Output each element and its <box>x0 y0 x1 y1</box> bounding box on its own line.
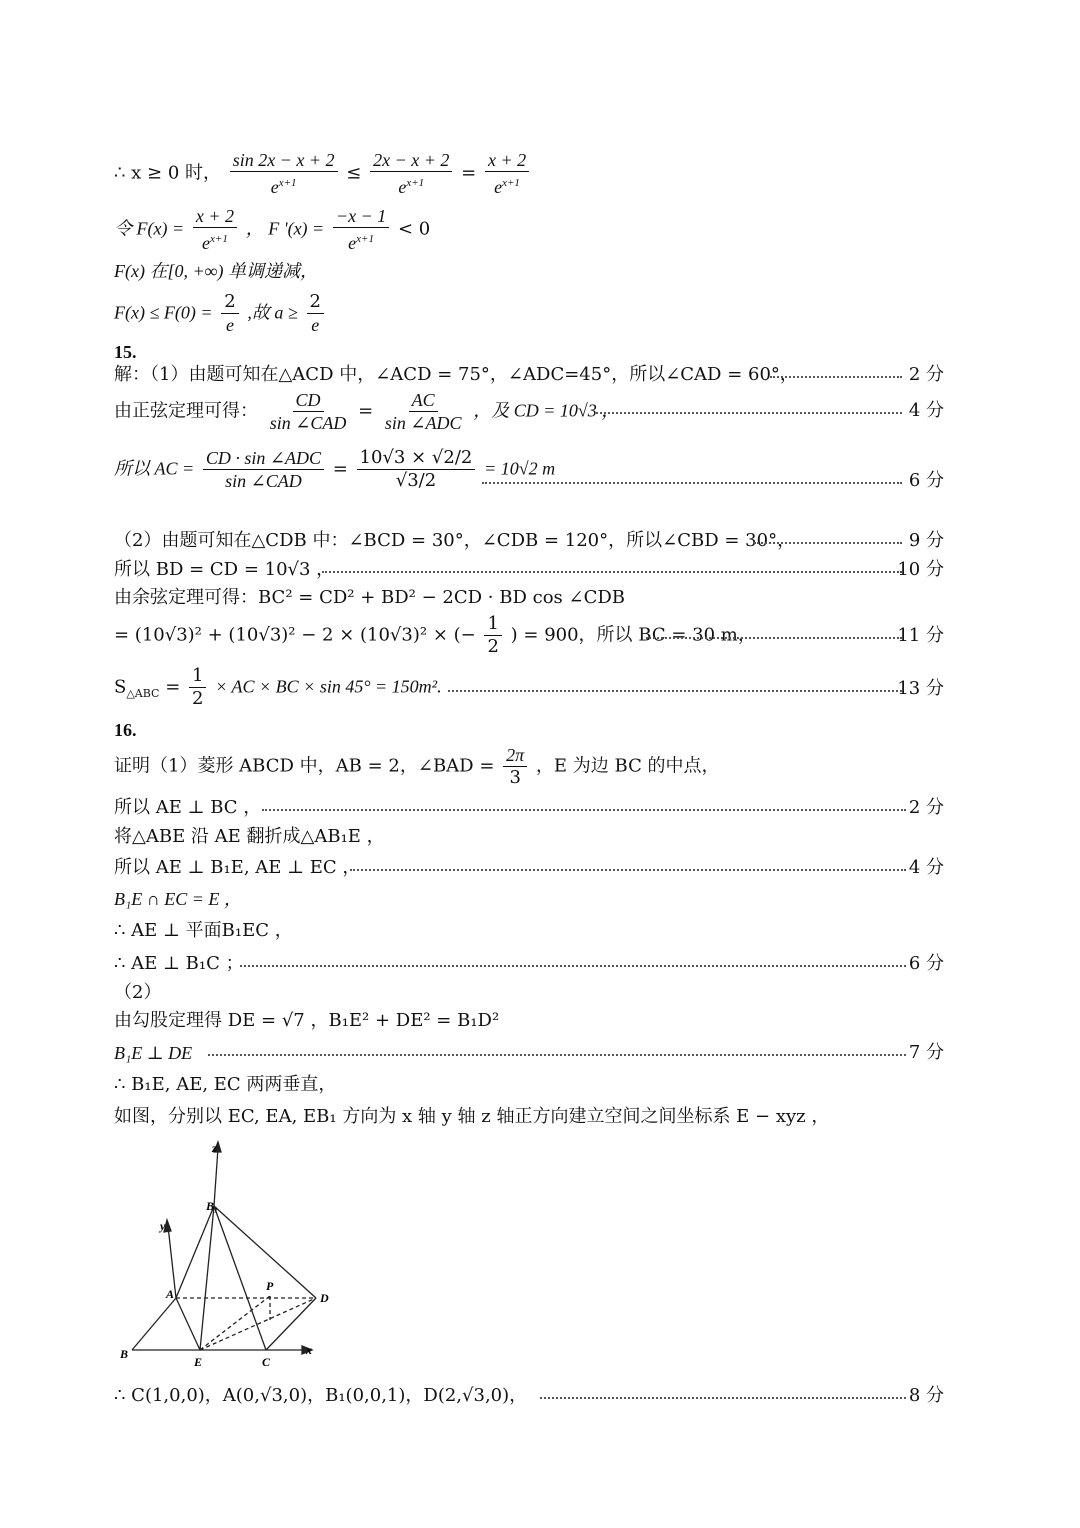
formula-line-4 <box>114 292 327 335</box>
solution-16-line-11: ∴ B₁E, AE, EC 两两垂直， <box>114 1074 337 1095</box>
solution-16-line-13: ∴ C(1,0,0)，A(0,√3,0)，B₁(0,0,1)，D(2,√3,0)， <box>114 1385 528 1406</box>
denominator <box>395 172 427 197</box>
solution-15-line-1: 解：（1）由题可知在△ACD 中，∠ACD = 75°，∠ADC=45°，所以∠CAD = 60°， <box>114 364 798 385</box>
fraction <box>230 150 338 197</box>
base: e <box>202 233 211 253</box>
fraction <box>370 150 452 197</box>
denominator: 2 <box>192 688 204 709</box>
fraction <box>193 206 237 253</box>
text: 由正弦定理可得： <box>114 400 258 422</box>
score: 8 分 <box>908 1385 944 1406</box>
solution-16-line-9: 由勾股定理得 DE = √7 ，B₁E² + DE² = B₁D² <box>114 1010 500 1031</box>
label-D: D <box>320 1291 329 1305</box>
exponent: x+1 <box>210 233 228 245</box>
label-A: A <box>166 1287 175 1301</box>
denominator: e <box>311 315 320 335</box>
question-number-16: 16. <box>114 720 137 740</box>
solution-15-line-4: （2）由题可知在△CDB 中：∠BCD = 30°，∠CDB = 120°，所以∠CBD = 30°， <box>114 530 796 551</box>
denominator: 3 <box>509 767 521 788</box>
formula-line-3: F(x) 在[0, +∞) 单调递减， <box>114 261 318 281</box>
text: 证明（1）菱形 ABCD 中，AB = 2，∠BAD = <box>114 755 495 777</box>
geometry-figure <box>110 1138 350 1378</box>
solution-16-line-5: B₁E ∩ EC = E ， <box>114 889 242 909</box>
relation: = <box>461 162 477 184</box>
z-axis <box>214 1148 218 1206</box>
text: F(x) ≤ F(0) = <box>114 302 213 323</box>
denominator <box>491 172 523 197</box>
exponent: x+1 <box>406 177 425 189</box>
text: ) = 900，所以 BC = 30 m， <box>510 624 756 646</box>
score: 10 分 <box>897 559 944 580</box>
denominator: sin ∠CAD <box>225 471 302 491</box>
base: e <box>348 233 357 253</box>
score: 9 分 <box>908 530 944 551</box>
edge-B1C <box>214 1206 266 1350</box>
numerator: x + 2 <box>193 206 237 228</box>
edge-AB1 <box>176 1206 214 1298</box>
numerator: 1 <box>189 666 206 688</box>
label-B1: B₁ <box>206 1199 219 1213</box>
numerator: 2x − x + 2 <box>370 150 452 172</box>
relation: = <box>332 458 348 480</box>
solution-16-line-4: 所以 AE ⊥ B₁E, AE ⊥ EC ， <box>114 857 361 878</box>
relation: = <box>165 676 181 698</box>
fraction <box>333 206 389 253</box>
score: 6 分 <box>908 470 944 491</box>
label-x: x <box>306 1343 312 1357</box>
solution-16-line-8: （2） <box>114 982 162 1003</box>
edge-AE <box>176 1298 200 1350</box>
base: e <box>270 177 279 197</box>
exponent: x+1 <box>278 177 297 189</box>
numerator: sin 2x − x + 2 <box>230 150 338 172</box>
label-B: B <box>120 1347 129 1361</box>
text: = (10√3)² + (10√3)² − 2 × (10√3)² × (− <box>114 624 476 646</box>
fraction <box>221 292 238 335</box>
score: 11 分 <box>897 625 944 646</box>
label-z: z <box>212 1141 217 1155</box>
text: ，E 为边 BC 的中点， <box>535 755 720 777</box>
label-P: P <box>266 1279 274 1293</box>
text: ∴ x ≥ 0 时， <box>114 162 222 184</box>
denominator: √3/2 <box>395 470 437 491</box>
score: 13 分 <box>897 678 944 699</box>
text: ， F '(x) = <box>245 218 325 239</box>
subscript: △ABC <box>126 687 160 701</box>
numerator: CD · sin ∠ADC <box>203 448 324 470</box>
solution-16-line-1 <box>114 745 720 788</box>
solution-16-line-12: 如图，分别以 EC, EA, EB₁ 方向为 x 轴 y 轴 z 轴正方向建立空间之间坐标系 E − xyz ， <box>114 1106 830 1127</box>
score: 2 分 <box>908 364 944 385</box>
score: 7 分 <box>908 1042 944 1063</box>
denominator: sin ∠CAD <box>269 413 347 433</box>
score: 6 分 <box>908 953 944 974</box>
solution-16-line-10: B₁E ⊥ DE <box>114 1043 193 1063</box>
denominator: sin ∠ADC <box>384 413 462 433</box>
text: ，及 CD = 10√3 ， <box>473 400 620 421</box>
score: 2 分 <box>908 797 944 818</box>
edge-B1E <box>200 1206 214 1350</box>
denominator <box>199 228 231 253</box>
label-C: C <box>262 1355 271 1369</box>
numerator: −x − 1 <box>333 206 389 228</box>
solution-16-line-2: 所以 AE ⊥ BC ， <box>114 797 262 818</box>
numerator: 1 <box>484 614 501 636</box>
numerator: 2 <box>307 292 324 314</box>
fraction <box>485 150 529 197</box>
label-E: E <box>194 1355 203 1369</box>
question-number-15: 15. <box>114 342 137 362</box>
text: 令 F(x) = <box>114 218 185 239</box>
fraction <box>503 745 527 788</box>
label-y: y <box>160 1219 166 1233</box>
formula-line-1 <box>114 150 532 197</box>
numerator: 2 <box>221 292 238 314</box>
text: S <box>114 676 127 698</box>
base: e <box>494 177 503 197</box>
formula-line-2 <box>114 206 430 253</box>
solution-15-line-6: 由余弦定理可得：BC² = CD² + BD² − 2CD · BD cos ∠CDB <box>114 587 626 608</box>
numerator: 10√3 × √2/2 <box>357 448 476 470</box>
edge-BA <box>132 1298 176 1350</box>
numerator: AC <box>409 390 438 412</box>
score: 4 分 <box>908 400 944 421</box>
exponent: x+1 <box>502 177 520 189</box>
denominator: e <box>225 315 234 335</box>
numerator: CD <box>293 390 324 412</box>
text: ,故 a ≥ <box>247 302 298 323</box>
denominator <box>268 172 300 197</box>
solution-16-line-6: ∴ AE ⊥ 平面B₁EC ， <box>114 920 293 941</box>
edge-B1D <box>214 1206 316 1298</box>
solution-16-line-3: 将△ABE 沿 AE 翻折成△AB₁E ， <box>114 826 385 847</box>
solution-16-line-7: ∴ AE ⊥ B₁C ； <box>114 953 244 974</box>
exponent: x+1 <box>356 233 374 245</box>
text: × AC × BC × sin 45° = 150m². <box>215 676 442 697</box>
relation: = <box>358 400 374 422</box>
denominator: 2 <box>487 636 499 657</box>
text: = 10√2 m <box>484 458 556 479</box>
denominator <box>345 228 377 253</box>
fraction <box>307 292 324 335</box>
numerator: x + 2 <box>485 150 529 172</box>
base: e <box>398 177 407 197</box>
relation: ≤ <box>346 162 362 184</box>
text: < 0 <box>397 218 431 240</box>
solution-15-line-5: 所以 BD = CD = 10√3 ， <box>114 559 335 580</box>
score: 4 分 <box>908 857 944 878</box>
numerator: 2π <box>503 745 527 767</box>
text: 所以 AC = <box>114 458 195 479</box>
